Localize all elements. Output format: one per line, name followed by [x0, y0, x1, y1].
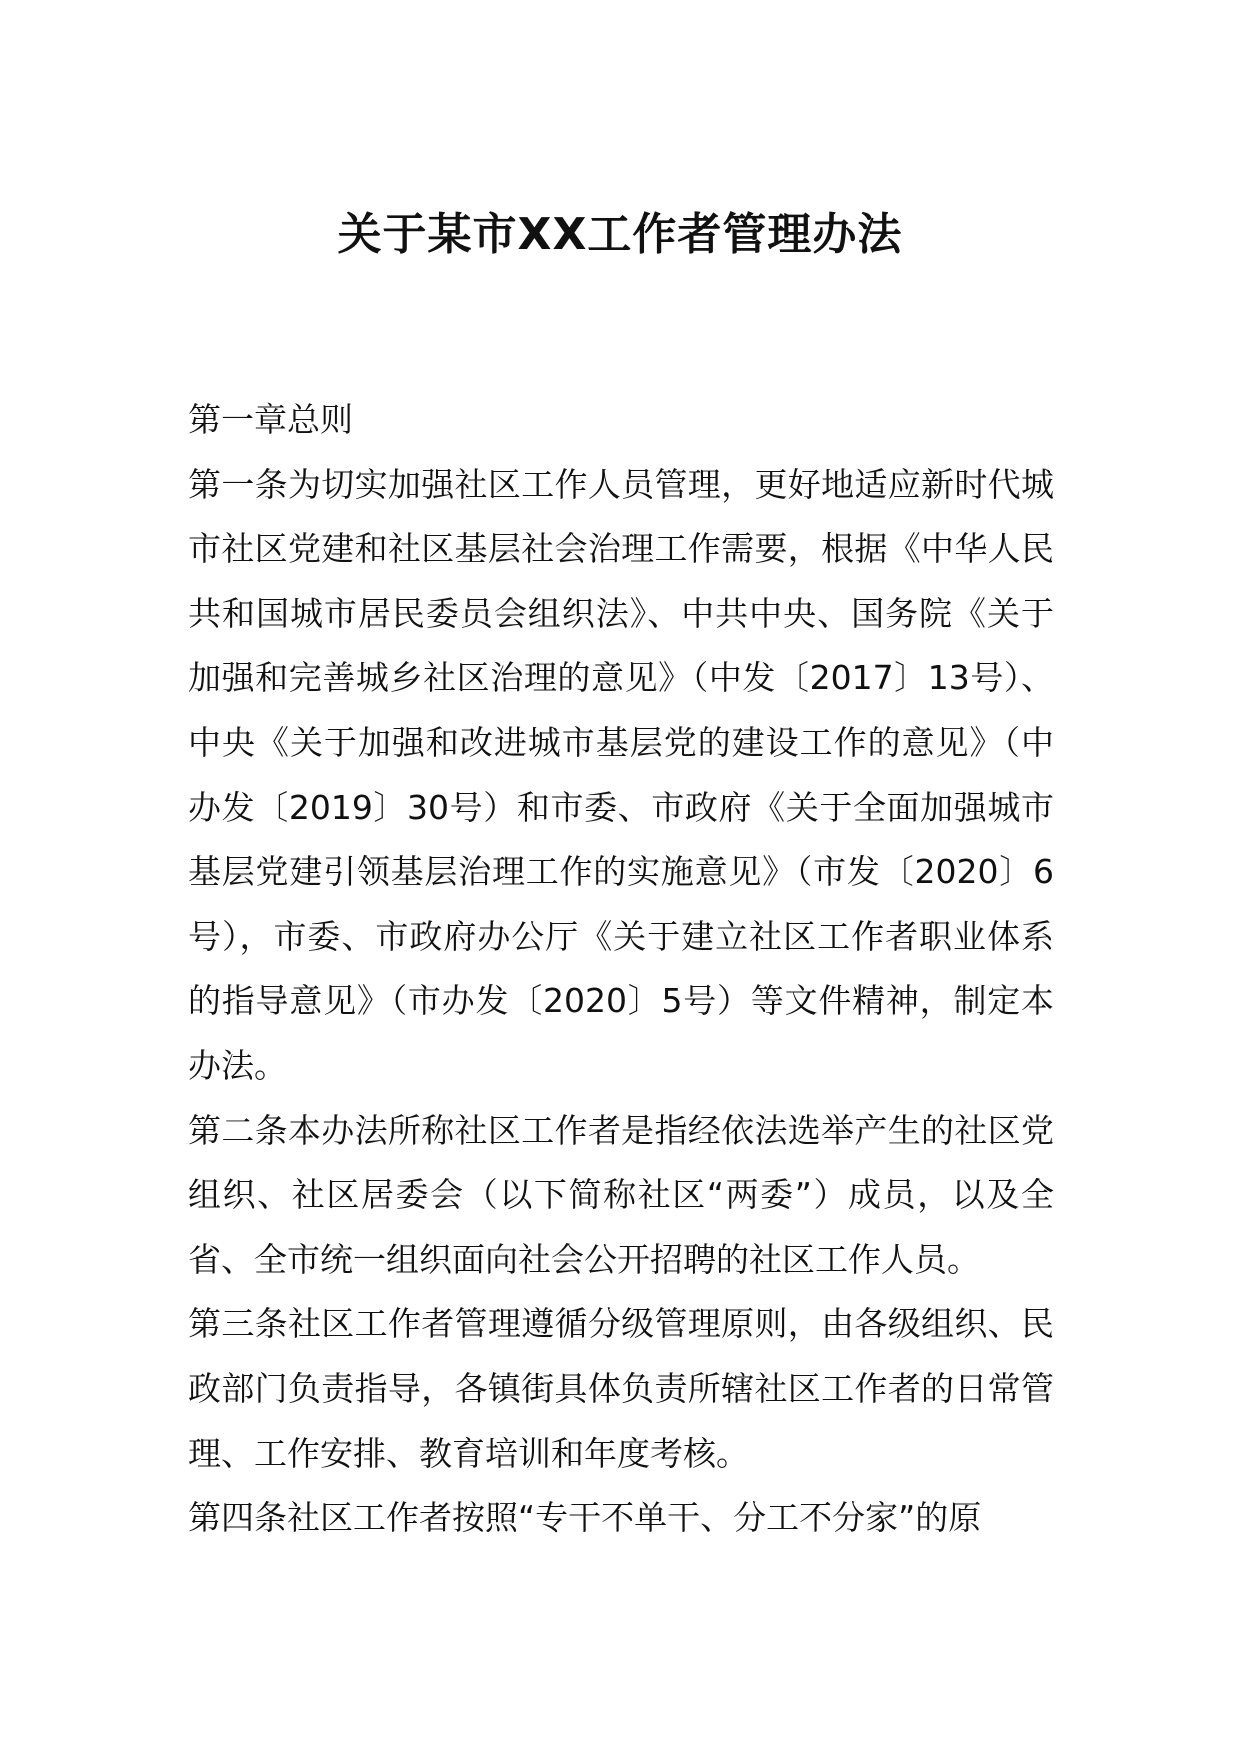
chapter-heading: 第一章总则	[188, 400, 353, 439]
article-1-paragraph: 第一条为切实加强社区工作人员管理，更好地适应新时代城市社区党建和社区基层社会治理工作需要，根据《中华人民共和国城市居民委员会组织法》、中共中央、国务院《关于加强和完善城乡社区治理的意见》（中发〔2017〕13号）、中央《关于加强和改进城市基层党的建设工作的意见》（中办发〔2019〕30号）和市委、市政府《关于全面加强城市基层党建引领基层治理工作的实施意见》（市发〔2020〕6号），市委、市政府办公厅《关于建立社区工作者职业体系的指导意见》（市办发〔2020〕5号）等文件精神，制定本办法。	[188, 464, 1054, 1085]
document-body	[188, 388, 1054, 1551]
document-title: 关于某市XX工作者管理办法	[337, 209, 903, 260]
article-2-paragraph: 第二条本办法所称社区工作者是指经依法选举产生的社区党组织、社区居委会（以下简称社区“两委”）成员，以及全省、全市统一组织面向社会公开招聘的社区工作人员。	[188, 1110, 1054, 1279]
article-4-paragraph: 第四条社区工作者按照“专干不单干、分工不分家”的原	[188, 1498, 982, 1538]
article-3-paragraph: 第三条社区工作者管理遵循分级管理原则，由各级组织、民政部门负责指导，各镇街具体负责所辖社区工作者的日常管理、工作安排、教育培训和年度考核。	[188, 1304, 1054, 1473]
